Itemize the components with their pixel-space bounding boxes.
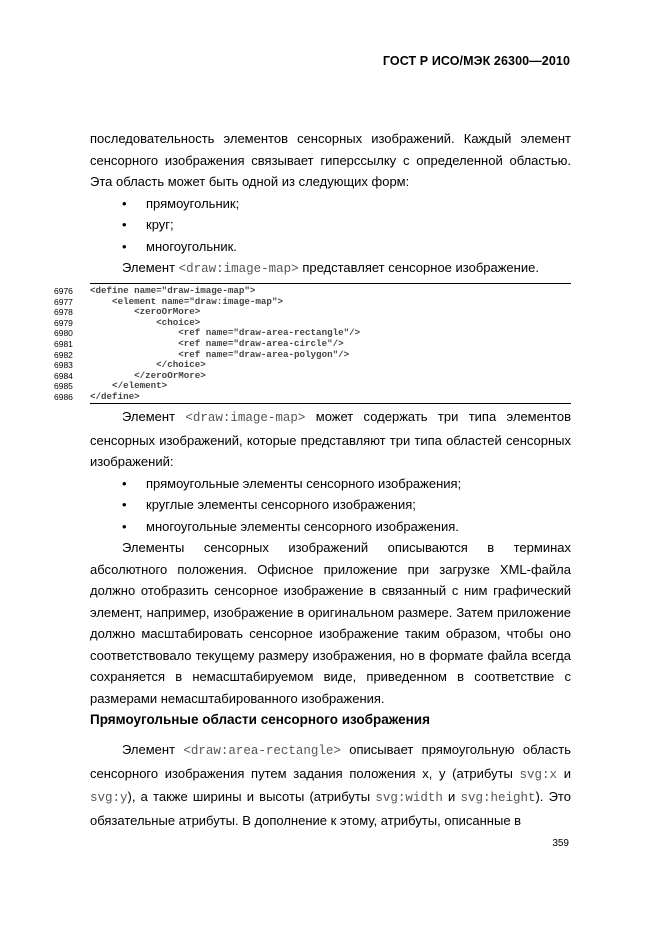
document-header: ГОСТ Р ИСО/МЭК 26300—2010 <box>382 54 570 68</box>
line-number: 6980 <box>54 328 73 339</box>
line-number: 6981 <box>54 338 73 349</box>
list-item <box>90 193 571 215</box>
element-word: Элемент <box>122 409 176 424</box>
code-top-rule <box>90 283 571 284</box>
line-number: 6978 <box>54 307 73 318</box>
list-item <box>90 214 571 236</box>
body-paragraph-2: Элементы сенсорных изображений описываются в терминах абсолютного положения. Офисное приложение при загрузке XML-файла должно отобразить сенсорное изображение в связанный с ним графический элемент, например, изображение в оригинальном размере. Затем приложение должно масштабировать сенсорное изображение таким образом, чтобы оно соответствовало текущему размеру изображения, но в формате файла всегда сохраняется в немасштабируемом виде, приведенном в соответствие с размерами немасштабированного изображения. <box>90 540 571 706</box>
body-paragraph-1-text: может содержать три типа элементов сенсорных изображений, которые представляют три типа областей сенсорных изображений: <box>90 409 571 469</box>
list-item-text: круглые элементы сенсорного изображения; <box>146 497 416 512</box>
intro-section <box>90 128 571 281</box>
element-code: <draw:image-map> <box>185 411 306 425</box>
code-text: <ref name="draw-area-circle"/> <box>90 337 344 349</box>
paragraph-text: описывает прямоугольную область сенсорного изображения путем задания положения x, y (атрибуты <box>90 742 571 781</box>
code-text: <choice> <box>90 316 201 328</box>
attr-code-width: svg:width <box>375 791 443 805</box>
line-number: 6986 <box>54 391 73 402</box>
list-item <box>90 516 571 538</box>
list-item <box>90 236 571 258</box>
code-text: </define> <box>90 390 140 402</box>
code-text: <element name="draw:image-map"> <box>90 295 283 307</box>
code-text: <define name="draw-image-map"> <box>90 285 256 296</box>
line-number: 6983 <box>54 360 73 371</box>
line-number: 6985 <box>54 381 73 392</box>
code-text: </element> <box>90 380 168 392</box>
code-text: <ref name="draw-area-rectangle"/> <box>90 327 361 339</box>
rectangle-paragraph <box>90 739 571 831</box>
attr-code-x: svg:x <box>519 767 558 782</box>
intro-paragraph: последовательность элементов сенсорных изображений. Каждый элемент сенсорного изображения связывает гиперссылку с определенной областью. Эта область может быть одной из следующих форм: <box>90 131 571 189</box>
list-item-text: прямоугольные элементы сенсорного изображения; <box>146 475 462 491</box>
list-item-text: круг; <box>146 217 174 232</box>
code-listing <box>54 286 574 403</box>
shape-list <box>90 193 571 258</box>
map-element-list <box>90 473 571 538</box>
code-line <box>54 286 574 297</box>
code-text: <ref name="draw-area-polygon"/> <box>90 348 350 360</box>
list-item <box>90 494 571 516</box>
element-code: <draw:area-rectangle> <box>183 744 341 758</box>
element-description: представляет сенсорное изображение. <box>302 260 539 275</box>
attr-code-y: svg:y <box>90 791 128 805</box>
page-number: 359 <box>552 838 569 849</box>
code-text: </zeroOrMore> <box>90 369 206 381</box>
paragraph-text: ), а также ширины и высоты (атрибуты <box>127 789 371 804</box>
element-word: Элемент <box>122 742 176 757</box>
code-line <box>54 392 574 403</box>
code-bottom-rule <box>90 403 571 404</box>
element-intro-line <box>90 257 571 281</box>
body-paragraph-1 <box>90 406 571 473</box>
list-item-text: многоугольные элементы сенсорного изображения. <box>146 518 459 534</box>
line-number: 6979 <box>54 317 73 328</box>
conjunction: и <box>563 765 571 781</box>
body-section <box>90 406 571 709</box>
element-code: <draw:image-map> <box>178 262 299 276</box>
conjunction: и <box>448 789 456 804</box>
code-line <box>54 339 574 350</box>
line-number: 6984 <box>54 370 73 381</box>
list-item-text: многоугольник. <box>146 238 237 254</box>
list-item <box>90 473 571 495</box>
line-number: 6982 <box>54 349 73 360</box>
code-text: </choice> <box>90 359 206 371</box>
list-item-text: прямоугольник; <box>146 195 240 211</box>
paragraph-text: ). Это обязательные атрибуты. В дополнение к этому, атрибуты, описанные в <box>90 789 571 828</box>
code-text: <zeroOrMore> <box>90 306 201 318</box>
line-number: 6977 <box>54 296 73 307</box>
line-number: 6976 <box>54 286 73 296</box>
rectangle-section <box>90 739 571 831</box>
element-word: Элемент <box>122 260 176 275</box>
attr-code-height: svg:height <box>460 791 536 805</box>
section-title: Прямоугольные области сенсорного изображения <box>90 712 430 727</box>
